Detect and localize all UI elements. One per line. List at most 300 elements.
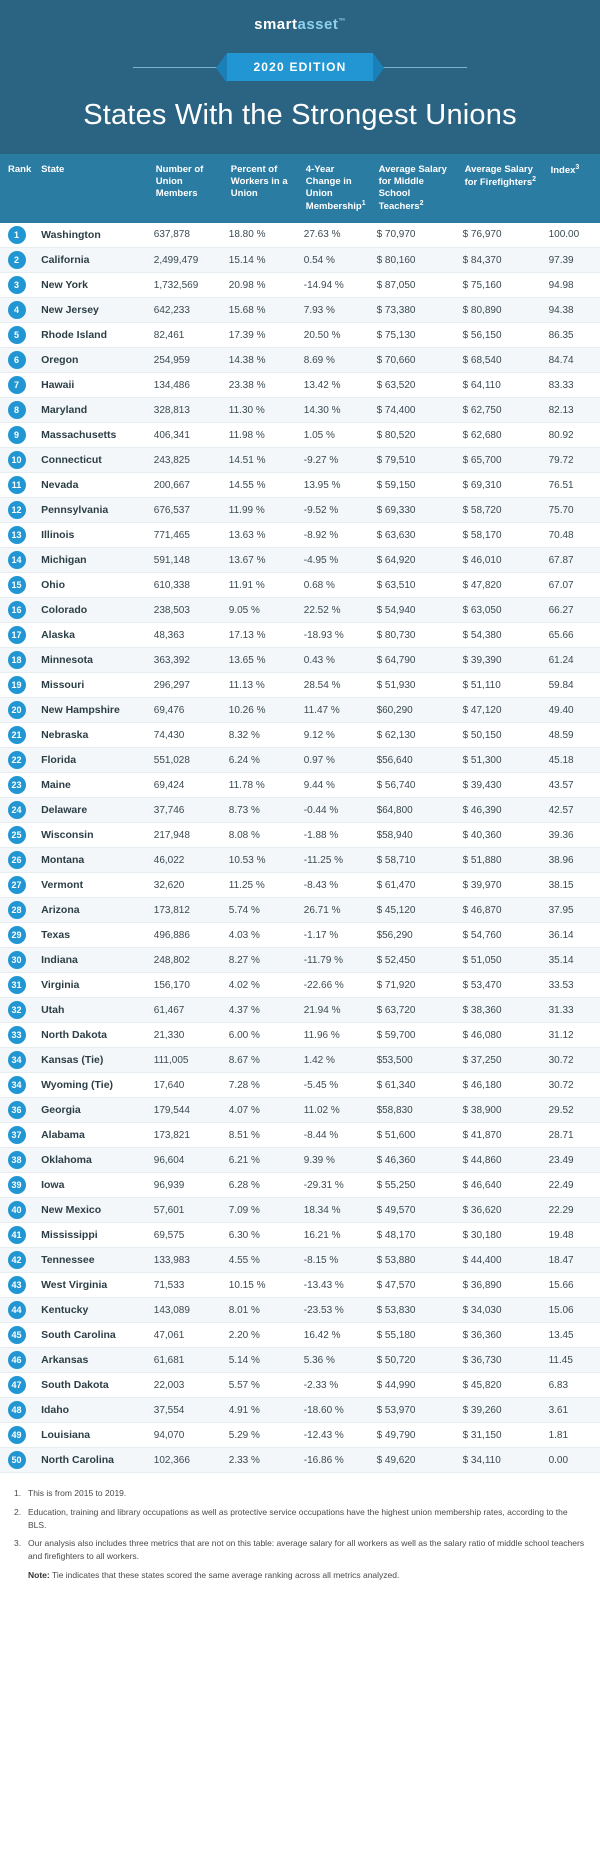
- column-header-change: 4-Year Change in Union Membership$^1$: [298, 154, 371, 223]
- cell-rank: [0, 1273, 33, 1298]
- cell-union-members: 200,667: [148, 473, 223, 498]
- cell-index: 48.59: [543, 723, 600, 748]
- table-row: [0, 973, 600, 998]
- cell-change: 9.44 %: [298, 773, 371, 798]
- cell-percent-union: 17.13 %: [223, 623, 298, 648]
- cell-firefighter-salary: $ 76,970: [457, 223, 543, 248]
- cell-rank: [0, 1073, 33, 1098]
- cell-union-members: 134,486: [148, 373, 223, 398]
- cell-percent-union: 2.20 %: [223, 1323, 298, 1348]
- cell-rank: [0, 498, 33, 523]
- cell-percent-union: 18.80 %: [223, 223, 298, 248]
- cell-union-members: 406,341: [148, 423, 223, 448]
- cell-index: 67.87: [543, 548, 600, 573]
- cell-index: 67.07: [543, 573, 600, 598]
- cell-union-members: 46,022: [148, 848, 223, 873]
- cell-union-members: 156,170: [148, 973, 223, 998]
- table-row: [0, 598, 600, 623]
- cell-index: 31.12: [543, 1023, 600, 1048]
- table-row: [0, 398, 600, 423]
- cell-state: West Virginia: [33, 1273, 148, 1298]
- cell-percent-union: 6.28 %: [223, 1173, 298, 1198]
- cell-rank: [0, 223, 33, 248]
- cell-firefighter-salary: $ 69,310: [457, 473, 543, 498]
- table-row: [0, 948, 600, 973]
- cell-percent-union: 4.03 %: [223, 923, 298, 948]
- footnote-2-text: Education, training and library occupations as well as protective service occupations have the highest union membership rates, according to the BLS.: [28, 1506, 568, 1530]
- cell-change: -14.94 %: [298, 273, 371, 298]
- table-row: [0, 1398, 600, 1423]
- rank-badge: 24: [8, 801, 26, 819]
- cell-firefighter-salary: $ 47,820: [457, 573, 543, 598]
- rank-badge: 32: [8, 1001, 26, 1019]
- cell-index: 0.00: [543, 1448, 600, 1473]
- cell-rank: [0, 1098, 33, 1123]
- rank-badge: 4: [8, 301, 26, 319]
- cell-state: Alabama: [33, 1123, 148, 1148]
- table-row: [0, 648, 600, 673]
- cell-index: 1.81: [543, 1423, 600, 1448]
- cell-union-members: 71,533: [148, 1273, 223, 1298]
- rank-badge: 21: [8, 726, 26, 744]
- cell-union-members: 57,601: [148, 1198, 223, 1223]
- cell-index: 6.83: [543, 1373, 600, 1398]
- cell-state: Colorado: [33, 598, 148, 623]
- cell-percent-union: 8.27 %: [223, 948, 298, 973]
- cell-rank: [0, 873, 33, 898]
- cell-firefighter-salary: $ 36,730: [457, 1348, 543, 1373]
- cell-union-members: 771,465: [148, 523, 223, 548]
- cell-rank: [0, 748, 33, 773]
- rank-badge: 42: [8, 1251, 26, 1269]
- cell-index: 45.18: [543, 748, 600, 773]
- table-row: [0, 523, 600, 548]
- table-row: [0, 1298, 600, 1323]
- cell-index: 36.14: [543, 923, 600, 948]
- cell-rank: [0, 1148, 33, 1173]
- table-row: [0, 923, 600, 948]
- cell-percent-union: 14.38 %: [223, 348, 298, 373]
- table-row: [0, 548, 600, 573]
- cell-firefighter-salary: $ 40,360: [457, 823, 543, 848]
- cell-state: New York: [33, 273, 148, 298]
- cell-change: -11.79 %: [298, 948, 371, 973]
- table-row: [0, 1073, 600, 1098]
- cell-state: Delaware: [33, 798, 148, 823]
- cell-percent-union: 4.91 %: [223, 1398, 298, 1423]
- cell-state: Arizona: [33, 898, 148, 923]
- cell-union-members: 133,983: [148, 1248, 223, 1273]
- cell-percent-union: 13.65 %: [223, 648, 298, 673]
- cell-teacher-salary: $ 45,120: [371, 898, 457, 923]
- cell-rank: [0, 348, 33, 373]
- cell-rank: [0, 1323, 33, 1348]
- rank-badge: 26: [8, 851, 26, 869]
- cell-teacher-salary: $ 63,630: [371, 523, 457, 548]
- cell-state: Missouri: [33, 673, 148, 698]
- cell-teacher-salary: $ 54,940: [371, 598, 457, 623]
- cell-index: 97.39: [543, 248, 600, 273]
- table-row: [0, 773, 600, 798]
- cell-firefighter-salary: $ 54,760: [457, 923, 543, 948]
- cell-firefighter-salary: $ 44,400: [457, 1248, 543, 1273]
- cell-teacher-salary: $ 70,970: [371, 223, 457, 248]
- cell-teacher-salary: $ 79,510: [371, 448, 457, 473]
- table-row: [0, 1173, 600, 1198]
- cell-percent-union: 23.38 %: [223, 373, 298, 398]
- cell-index: 15.06: [543, 1298, 600, 1323]
- cell-percent-union: 8.73 %: [223, 798, 298, 823]
- cell-state: New Hampshire: [33, 698, 148, 723]
- cell-rank: [0, 273, 33, 298]
- rank-badge: 9: [8, 426, 26, 444]
- table-row: [0, 898, 600, 923]
- footnote-3: [14, 1537, 586, 1563]
- cell-change: -29.31 %: [298, 1173, 371, 1198]
- rank-badge: 33: [8, 1026, 26, 1044]
- table-row: [0, 1223, 600, 1248]
- rank-badge: 29: [8, 926, 26, 944]
- table-row: [0, 623, 600, 648]
- cell-index: 59.84: [543, 673, 600, 698]
- cell-firefighter-salary: $ 53,470: [457, 973, 543, 998]
- cell-union-members: 32,620: [148, 873, 223, 898]
- cell-change: -9.27 %: [298, 448, 371, 473]
- table-row: [0, 1448, 600, 1473]
- table-row: [0, 1048, 600, 1073]
- cell-state: Texas: [33, 923, 148, 948]
- rankings-table: [0, 154, 600, 1473]
- cell-rank: [0, 948, 33, 973]
- rank-badge: 48: [8, 1401, 26, 1419]
- cell-union-members: 96,604: [148, 1148, 223, 1173]
- cell-teacher-salary: $ 53,970: [371, 1398, 457, 1423]
- cell-rank: [0, 823, 33, 848]
- page-title: States With the Strongest Unions: [83, 99, 517, 131]
- cell-index: 100.00: [543, 223, 600, 248]
- ribbon-rule-right: [377, 67, 467, 68]
- cell-index: 42.57: [543, 798, 600, 823]
- cell-percent-union: 8.32 %: [223, 723, 298, 748]
- cell-percent-union: 2.33 %: [223, 1448, 298, 1473]
- cell-teacher-salary: $ 47,570: [371, 1273, 457, 1298]
- table-row: [0, 1323, 600, 1348]
- cell-change: 1.05 %: [298, 423, 371, 448]
- cell-rank: [0, 548, 33, 573]
- cell-state: Arkansas: [33, 1348, 148, 1373]
- cell-union-members: 173,821: [148, 1123, 223, 1148]
- cell-rank: [0, 1198, 33, 1223]
- cell-index: 65.66: [543, 623, 600, 648]
- cell-rank: [0, 648, 33, 673]
- footnote-1: [14, 1487, 586, 1500]
- footnote-marker-1: 1: [361, 199, 366, 207]
- edition-badge: 2020 EDITION: [227, 53, 372, 81]
- cell-index: 11.45: [543, 1348, 600, 1373]
- cell-teacher-salary: $ 80,520: [371, 423, 457, 448]
- cell-change: -22.66 %: [298, 973, 371, 998]
- cell-union-members: 328,813: [148, 398, 223, 423]
- footnotes: [0, 1473, 600, 1608]
- table-row: [0, 673, 600, 698]
- rank-badge: 11: [8, 476, 26, 494]
- cell-teacher-salary: $ 46,360: [371, 1148, 457, 1173]
- cell-teacher-salary: $ 53,880: [371, 1248, 457, 1273]
- table-row: [0, 423, 600, 448]
- cell-state: Tennessee: [33, 1248, 148, 1273]
- cell-union-members: 143,089: [148, 1298, 223, 1323]
- cell-percent-union: 5.29 %: [223, 1423, 298, 1448]
- cell-state: Idaho: [33, 1398, 148, 1423]
- cell-percent-union: 8.67 %: [223, 1048, 298, 1073]
- cell-rank: [0, 323, 33, 348]
- cell-percent-union: 20.98 %: [223, 273, 298, 298]
- cell-index: 37.95: [543, 898, 600, 923]
- cell-index: 83.33: [543, 373, 600, 398]
- cell-teacher-salary: $ 87,050: [371, 273, 457, 298]
- rank-badge: 3: [8, 276, 26, 294]
- footnote-3-number: 3.: [14, 1538, 22, 1549]
- cell-state: Oregon: [33, 348, 148, 373]
- cell-union-members: 69,476: [148, 698, 223, 723]
- cell-index: 75.70: [543, 498, 600, 523]
- table-row: [0, 323, 600, 348]
- cell-change: 27.63 %: [298, 223, 371, 248]
- cell-change: -1.17 %: [298, 923, 371, 948]
- cell-union-members: 551,028: [148, 748, 223, 773]
- cell-index: 13.45: [543, 1323, 600, 1348]
- cell-state: Ohio: [33, 573, 148, 598]
- table-row: [0, 823, 600, 848]
- cell-teacher-salary: $60,290: [371, 698, 457, 723]
- cell-union-members: 37,746: [148, 798, 223, 823]
- table-row: [0, 1123, 600, 1148]
- column-header-teacher-salary: Average Salary for Middle School Teachers$^2$: [371, 154, 457, 223]
- cell-firefighter-salary: $ 68,540: [457, 348, 543, 373]
- rank-badge: 40: [8, 1201, 26, 1219]
- cell-percent-union: 14.51 %: [223, 448, 298, 473]
- cell-firefighter-salary: $ 46,640: [457, 1173, 543, 1198]
- cell-firefighter-salary: $ 39,970: [457, 873, 543, 898]
- cell-percent-union: 6.24 %: [223, 748, 298, 773]
- cell-index: 15.66: [543, 1273, 600, 1298]
- cell-union-members: 82,461: [148, 323, 223, 348]
- cell-firefighter-salary: $ 39,430: [457, 773, 543, 798]
- cell-teacher-salary: $ 49,620: [371, 1448, 457, 1473]
- rank-badge: 16: [8, 601, 26, 619]
- cell-union-members: 102,366: [148, 1448, 223, 1473]
- rank-badge: 14: [8, 551, 26, 569]
- cell-firefighter-salary: $ 45,820: [457, 1373, 543, 1398]
- cell-union-members: 96,939: [148, 1173, 223, 1198]
- cell-union-members: 2,499,479: [148, 248, 223, 273]
- cell-percent-union: 6.00 %: [223, 1023, 298, 1048]
- cell-change: -18.60 %: [298, 1398, 371, 1423]
- table-row: [0, 448, 600, 473]
- rank-badge: 28: [8, 901, 26, 919]
- cell-change: 5.36 %: [298, 1348, 371, 1373]
- cell-union-members: 642,233: [148, 298, 223, 323]
- cell-union-members: 610,338: [148, 573, 223, 598]
- cell-change: 0.54 %: [298, 248, 371, 273]
- cell-teacher-salary: $ 80,730: [371, 623, 457, 648]
- cell-teacher-salary: $64,800: [371, 798, 457, 823]
- table-row: [0, 1273, 600, 1298]
- rank-badge: 43: [8, 1276, 26, 1294]
- cell-rank: [0, 1398, 33, 1423]
- cell-union-members: 676,537: [148, 498, 223, 523]
- cell-union-members: 111,005: [148, 1048, 223, 1073]
- cell-firefighter-salary: $ 46,390: [457, 798, 543, 823]
- cell-percent-union: 8.01 %: [223, 1298, 298, 1323]
- rank-badge: 8: [8, 401, 26, 419]
- cell-index: 61.24: [543, 648, 600, 673]
- cell-firefighter-salary: $ 51,110: [457, 673, 543, 698]
- rank-badge: 34: [8, 1051, 26, 1069]
- table-row: [0, 248, 600, 273]
- cell-rank: [0, 848, 33, 873]
- cell-union-members: 296,297: [148, 673, 223, 698]
- cell-state: California: [33, 248, 148, 273]
- cell-union-members: 48,363: [148, 623, 223, 648]
- cell-state: Minnesota: [33, 648, 148, 673]
- rank-badge: 30: [8, 951, 26, 969]
- cell-change: -2.33 %: [298, 1373, 371, 1398]
- cell-state: Louisiana: [33, 1423, 148, 1448]
- rank-badge: 18: [8, 651, 26, 669]
- table-row: [0, 748, 600, 773]
- cell-index: 94.98: [543, 273, 600, 298]
- cell-teacher-salary: $ 55,180: [371, 1323, 457, 1348]
- cell-firefighter-salary: $ 36,890: [457, 1273, 543, 1298]
- rank-badge: 12: [8, 501, 26, 519]
- cell-teacher-salary: $ 51,930: [371, 673, 457, 698]
- cell-change: -13.43 %: [298, 1273, 371, 1298]
- cell-change: -8.92 %: [298, 523, 371, 548]
- cell-firefighter-salary: $ 58,720: [457, 498, 543, 523]
- cell-change: 8.69 %: [298, 348, 371, 373]
- cell-teacher-salary: $ 69,330: [371, 498, 457, 523]
- cell-rank: [0, 773, 33, 798]
- column-header-state: State: [33, 154, 148, 223]
- footnote-2: [14, 1506, 586, 1532]
- table-row: [0, 873, 600, 898]
- cell-percent-union: 4.02 %: [223, 973, 298, 998]
- cell-teacher-salary: $ 49,790: [371, 1423, 457, 1448]
- cell-state: Wisconsin: [33, 823, 148, 848]
- cell-index: 94.38: [543, 298, 600, 323]
- cell-teacher-salary: $ 59,700: [371, 1023, 457, 1048]
- table-row: [0, 998, 600, 1023]
- cell-union-members: 179,544: [148, 1098, 223, 1123]
- cell-index: 84.74: [543, 348, 600, 373]
- cell-state: South Dakota: [33, 1373, 148, 1398]
- cell-index: 31.33: [543, 998, 600, 1023]
- cell-teacher-salary: $ 58,710: [371, 848, 457, 873]
- cell-percent-union: 4.07 %: [223, 1098, 298, 1123]
- cell-change: 9.12 %: [298, 723, 371, 748]
- rank-badge: 13: [8, 526, 26, 544]
- rank-badge: 7: [8, 376, 26, 394]
- cell-firefighter-salary: $ 38,360: [457, 998, 543, 1023]
- rank-badge: 27: [8, 876, 26, 894]
- footnote-marker-2a: 2: [419, 199, 424, 207]
- cell-state: Nebraska: [33, 723, 148, 748]
- cell-state: Vermont: [33, 873, 148, 898]
- rank-badge: 19: [8, 676, 26, 694]
- cell-index: 76.51: [543, 473, 600, 498]
- table-row: [0, 698, 600, 723]
- cell-state: North Dakota: [33, 1023, 148, 1048]
- cell-change: 13.42 %: [298, 373, 371, 398]
- cell-firefighter-salary: $ 62,750: [457, 398, 543, 423]
- cell-firefighter-salary: $ 64,110: [457, 373, 543, 398]
- cell-teacher-salary: $ 53,830: [371, 1298, 457, 1323]
- footnote-1-text: This is from 2015 to 2019.: [28, 1488, 127, 1499]
- cell-index: 19.48: [543, 1223, 600, 1248]
- cell-firefighter-salary: $ 47,120: [457, 698, 543, 723]
- cell-rank: [0, 573, 33, 598]
- table-row: [0, 223, 600, 248]
- cell-state: Pennsylvania: [33, 498, 148, 523]
- cell-teacher-salary: $ 63,520: [371, 373, 457, 398]
- cell-firefighter-salary: $ 34,030: [457, 1298, 543, 1323]
- cell-rank: [0, 898, 33, 923]
- cell-index: 33.53: [543, 973, 600, 998]
- cell-rank: [0, 1048, 33, 1073]
- cell-change: 16.42 %: [298, 1323, 371, 1348]
- cell-teacher-salary: $ 64,790: [371, 648, 457, 673]
- cell-change: -8.44 %: [298, 1123, 371, 1148]
- cell-union-members: 47,061: [148, 1323, 223, 1348]
- cell-teacher-salary: $ 49,570: [371, 1198, 457, 1223]
- cell-union-members: 74,430: [148, 723, 223, 748]
- cell-firefighter-salary: $ 54,380: [457, 623, 543, 648]
- cell-firefighter-salary: $ 51,050: [457, 948, 543, 973]
- cell-change: -1.88 %: [298, 823, 371, 848]
- table-row: [0, 373, 600, 398]
- cell-firefighter-salary: $ 56,150: [457, 323, 543, 348]
- cell-percent-union: 4.55 %: [223, 1248, 298, 1273]
- cell-firefighter-salary: $ 34,110: [457, 1448, 543, 1473]
- cell-state: Kentucky: [33, 1298, 148, 1323]
- cell-state: South Carolina: [33, 1323, 148, 1348]
- cell-state: Michigan: [33, 548, 148, 573]
- cell-union-members: 61,467: [148, 998, 223, 1023]
- cell-firefighter-salary: $ 31,150: [457, 1423, 543, 1448]
- cell-state: Massachusetts: [33, 423, 148, 448]
- cell-change: 9.39 %: [298, 1148, 371, 1173]
- cell-state: Maryland: [33, 398, 148, 423]
- cell-union-members: 69,575: [148, 1223, 223, 1248]
- cell-percent-union: 5.74 %: [223, 898, 298, 923]
- cell-teacher-salary: $ 70,660: [371, 348, 457, 373]
- cell-change: -9.52 %: [298, 498, 371, 523]
- cell-change: 21.94 %: [298, 998, 371, 1023]
- cell-firefighter-salary: $ 36,620: [457, 1198, 543, 1223]
- cell-rank: [0, 973, 33, 998]
- cell-teacher-salary: $58,830: [371, 1098, 457, 1123]
- cell-index: 82.13: [543, 398, 600, 423]
- cell-percent-union: 13.67 %: [223, 548, 298, 573]
- cell-teacher-salary: $ 44,990: [371, 1373, 457, 1398]
- cell-union-members: 496,886: [148, 923, 223, 948]
- cell-index: 39.36: [543, 823, 600, 848]
- cell-firefighter-salary: $ 38,900: [457, 1098, 543, 1123]
- cell-percent-union: 11.98 %: [223, 423, 298, 448]
- cell-change: 20.50 %: [298, 323, 371, 348]
- cell-union-members: 21,330: [148, 1023, 223, 1048]
